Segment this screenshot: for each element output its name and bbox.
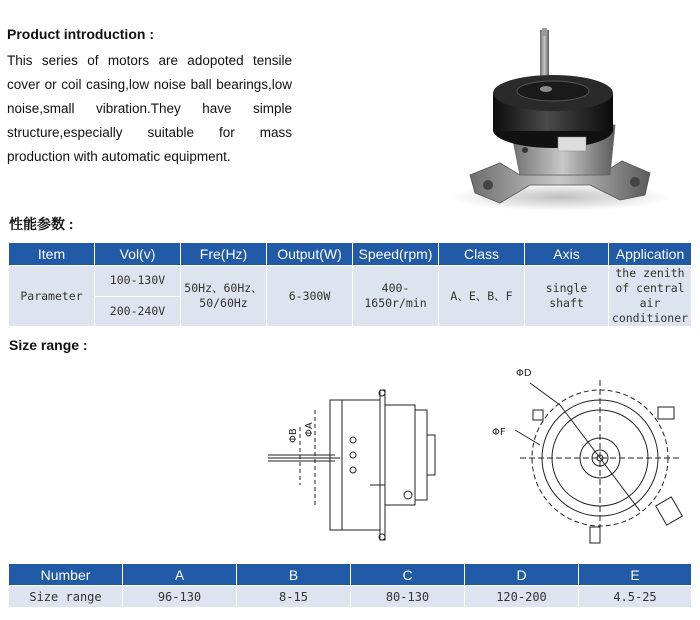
- size-d-value: 120-200: [465, 586, 579, 608]
- axis-value: single shaft: [525, 266, 609, 327]
- header-b: B: [237, 564, 351, 586]
- performance-header-row: [9, 243, 692, 266]
- header-fre: Fre(Hz): [181, 243, 267, 266]
- front-view-drawing: [515, 380, 682, 543]
- label-phi-b: ΦB: [288, 428, 299, 443]
- header-class: Class: [439, 243, 525, 266]
- size-a-value: 96-130: [123, 586, 237, 608]
- label-phi-d: ΦD: [516, 368, 532, 379]
- table-row: [9, 586, 692, 608]
- header-d: D: [465, 564, 579, 586]
- performance-title: 性能参数 :: [9, 216, 74, 232]
- size-title: Size range :: [9, 337, 88, 353]
- row-label-parameter: Parameter: [9, 266, 95, 327]
- vol-value-2: 200-240V: [95, 296, 181, 327]
- label-phi-a: ΦA: [304, 422, 315, 437]
- intro-text: This series of motors are adopoted tensile cover or coil casing,low noise ball bearings,low noise,small vibration.They have simple structure,especially suitable for mass production with automatic equipment.: [7, 53, 292, 164]
- side-view-drawing: [268, 390, 435, 540]
- size-table: [8, 563, 692, 608]
- header-number: Number: [9, 564, 123, 586]
- dimension-drawing: [260, 355, 700, 555]
- size-e-value: 4.5-25: [579, 586, 692, 608]
- motor-photo: [440, 25, 670, 215]
- output-value: 6-300W: [267, 266, 353, 327]
- speed-value: 400-1650r/min: [353, 266, 439, 327]
- header-application: Application: [609, 243, 692, 266]
- application-value: the zenith of central air conditioner: [609, 266, 692, 327]
- header-vol: Vol(v): [95, 243, 181, 266]
- header-output: Output(W): [267, 243, 353, 266]
- intro-title: Product introduction :: [7, 26, 154, 42]
- class-value: A、E、B、F: [439, 266, 525, 327]
- header-a: A: [123, 564, 237, 586]
- size-row-label: Size range: [9, 586, 123, 608]
- size-c-value: 80-130: [351, 586, 465, 608]
- label-phi-f: ΦF: [492, 427, 506, 438]
- fre-value: 50Hz、60Hz、50/60Hz: [181, 266, 267, 327]
- size-header-row: [9, 564, 692, 586]
- vol-value-1: 100-130V: [95, 266, 181, 297]
- header-c: C: [351, 564, 465, 586]
- header-e: E: [579, 564, 692, 586]
- header-item: Item: [9, 243, 95, 266]
- performance-table: [8, 242, 692, 327]
- size-b-value: 8-15: [237, 586, 351, 608]
- header-axis: Axis: [525, 243, 609, 266]
- table-row: [9, 266, 692, 297]
- header-speed: Speed(rpm): [353, 243, 439, 266]
